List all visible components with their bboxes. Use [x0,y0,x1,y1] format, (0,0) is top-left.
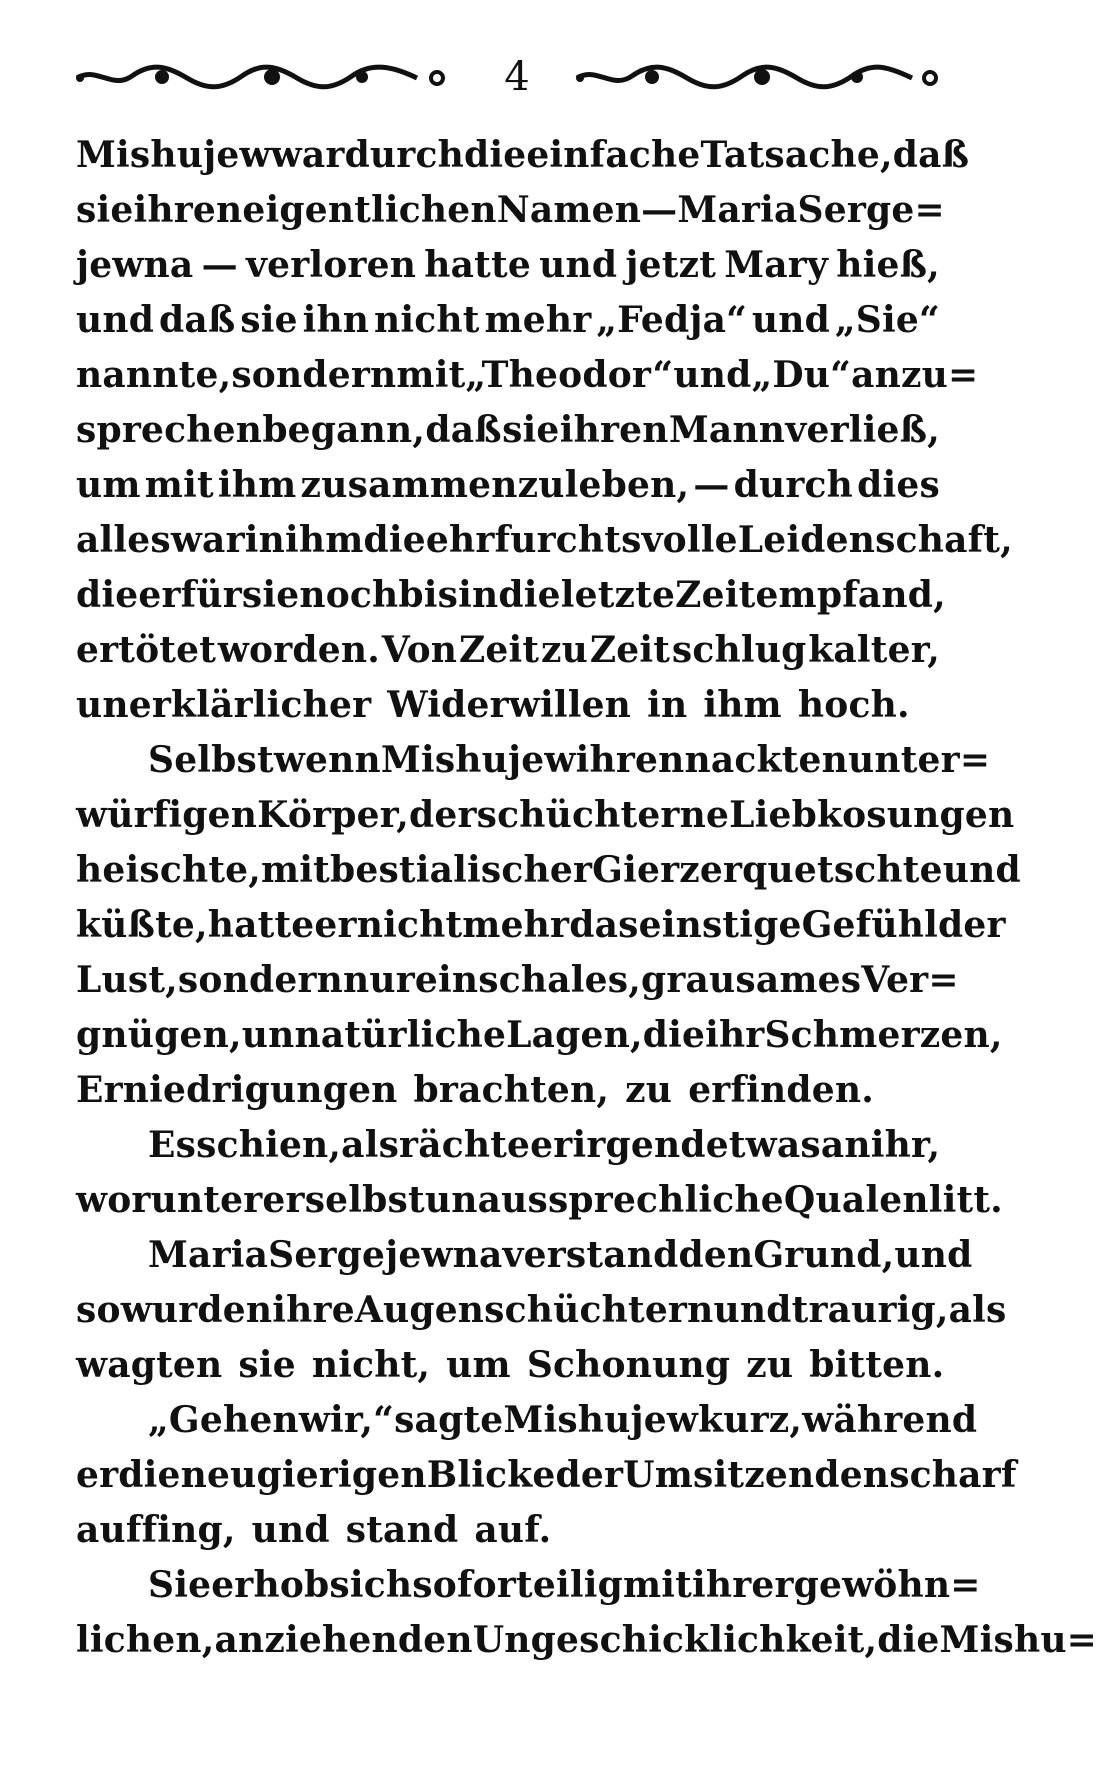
word: durch [733,464,854,506]
word: der [937,904,1006,946]
word: Körper, [257,794,409,836]
text-line [76,733,991,788]
word: sich [329,1564,413,1606]
word: grausames [640,959,862,1001]
word: anziehenden [214,1619,473,1661]
word: Augen [354,1289,485,1331]
word: ihre [272,1289,355,1331]
word: Schonung [526,1344,731,1386]
word: und [713,1289,792,1331]
word: „Fedja“ [596,299,748,341]
word: er [76,1454,119,1496]
word: an [820,1124,871,1166]
word: um [76,464,141,506]
word: Es [148,1124,197,1166]
word: worunter [76,1179,263,1221]
word: unaussprechliche [424,1179,784,1221]
word: mit [144,464,214,506]
word: zusammenzuleben, [300,464,690,506]
word: ein [414,959,479,1001]
text-line [76,1118,940,1173]
word: kurz, [698,1399,803,1441]
word: sagte [394,1399,504,1441]
word: mit [396,354,466,396]
text-line [76,788,1015,843]
word: einfache [526,134,701,176]
word: Lagen, [506,1014,643,1056]
word: — [201,244,238,286]
word: Mishujew [380,739,576,781]
word: Ungeschicklichkeit, [472,1619,878,1661]
word: die [463,134,527,176]
word: ihr [705,1014,765,1056]
text-line [76,403,940,458]
word: die [363,519,426,561]
word: dies [857,464,940,506]
word: Namen [496,189,642,231]
body-text [76,128,1097,1668]
word: Liebkosungen [729,794,1015,836]
word: begann, [262,409,426,451]
word: Erniedrigungen [76,1069,398,1111]
word: daß [158,299,236,341]
word: so [76,1289,121,1331]
ornament-left-icon [72,62,452,92]
word: — [693,464,730,506]
word: Mishu= [939,1619,1097,1661]
word: eigentlichen [242,189,497,231]
word: verstand [502,1234,679,1276]
word: sie [502,409,560,451]
word: die [498,574,561,616]
word: Tatsache, [700,134,893,176]
word: ihren [559,409,669,451]
word: der [409,794,477,836]
text-line [76,1063,940,1118]
word: brachten, [413,1069,610,1111]
word: sondern [231,354,397,396]
text-line [76,678,940,733]
word: Umsitzenden [623,1454,890,1496]
word: Widerwillen [387,684,632,726]
word: Gier [592,849,680,891]
text-line [76,293,940,348]
word: als [341,1124,400,1166]
word: und [251,1509,330,1551]
word: sie [241,574,300,616]
word: zerquetschte [679,849,943,891]
text-line [76,568,946,623]
word: noch [299,574,399,616]
word: jewna [76,244,194,286]
word: ihren [133,189,243,231]
word: anzu= [851,354,979,396]
word: würfigen [76,794,258,836]
word: Sergejewna [268,1234,503,1276]
word: in [647,684,688,726]
word: ihren [575,739,685,781]
word: sie [238,1344,296,1386]
word: „Du“ [751,354,852,396]
word: zu [541,629,589,671]
word: Ver= [861,959,959,1001]
text-line [76,1283,1007,1338]
word: Maria [148,1234,269,1276]
word: „Sie“ [834,299,940,341]
word: während [802,1399,978,1441]
word: Mann [668,409,786,451]
word: Sie [148,1564,212,1606]
text-line [76,1448,1017,1503]
word: ihr, [870,1124,941,1166]
word: daß [892,134,970,176]
word: sondern [177,959,343,1001]
text-line [76,1338,945,1393]
word: mit [260,849,330,891]
word: um [446,1344,511,1386]
word: hoch. [797,684,910,726]
word: „Theodor“ [465,354,674,396]
word: erfinden. [688,1069,874,1111]
word: Selbst [148,739,274,781]
word: schüchtern [484,1289,714,1331]
word: traurig, [791,1289,949,1331]
text-line [76,898,1006,953]
page-header [72,52,942,102]
word: einstige [638,904,802,946]
word: unter= [847,739,991,781]
word: nicht [356,904,463,946]
word: und [942,849,1021,891]
word: neugierigen [180,1454,427,1496]
word: war [270,134,345,176]
word: Maria [677,189,798,231]
word: gewöhn= [793,1564,981,1606]
word: Blicke [426,1454,556,1496]
word: in [458,574,499,616]
word: nannte, [76,354,232,396]
word: unnatürliche [241,1014,507,1056]
word: Zeit [458,629,540,671]
word: den [678,1234,754,1276]
word: litt. [928,1179,1003,1221]
word: ihn [302,299,370,341]
word: und [76,299,155,341]
word: auffing, [76,1509,236,1551]
word: alles [76,519,171,561]
word: schlug [671,629,807,671]
word: zu [746,1344,794,1386]
word: Zeit [589,629,671,671]
word: Zeit [675,574,756,616]
word: lichen, [76,1619,215,1661]
text-line [76,843,1021,898]
word: worden. [217,629,380,671]
word: die [642,1014,706,1056]
word: die [877,1619,940,1661]
word: schüchterne [476,794,730,836]
text-line [76,513,1013,568]
text-line [76,1228,973,1283]
word: er [138,574,181,616]
word: schales, [478,959,641,1001]
word: Mary [724,244,829,286]
word: Mishujew [76,134,271,176]
text-line [76,238,940,293]
word: eilig [532,1564,623,1606]
text-line [76,1173,1003,1228]
word: ehrfurchtsvolle [425,519,738,561]
word: Grund, [753,1234,895,1276]
word: der [555,1454,624,1496]
text-line [76,1503,940,1558]
text-line [76,1613,1097,1668]
word: das [569,904,639,946]
text-line [76,1393,978,1448]
word: auf. [474,1509,552,1551]
word: Schmerzen, [764,1014,1003,1056]
text-line [76,623,940,678]
word: rächte [399,1124,531,1166]
word: schien, [196,1124,342,1166]
word: durch [344,134,464,176]
word: nicht [374,299,480,341]
word: bestialischer [329,849,593,891]
word: unerklärlicher [76,684,372,726]
word: mehr [462,904,570,946]
word: etwas [705,1124,821,1166]
word: verloren [245,244,417,286]
word: und [751,299,831,341]
word: Mishujew [503,1399,699,1441]
word: er [530,1124,573,1166]
word: jetzt [625,244,717,286]
word: Qualen [783,1179,929,1221]
word: Serge= [797,189,945,231]
word: nicht, [311,1344,431,1386]
text-line [76,458,940,513]
word: ertötet [76,629,217,671]
word: und [894,1234,973,1276]
ornament-right-icon [572,62,942,92]
word: war [170,519,245,561]
word: kalter, [808,629,940,671]
word: hatte [424,244,531,286]
word: wagten [76,1344,223,1386]
word: Leidenschaft, [737,519,1013,561]
word: Gefühl [801,904,938,946]
word: wurden [120,1289,273,1331]
text-line [76,953,959,1008]
word: mehr [484,299,592,341]
word: zu [625,1069,673,1111]
word: „Gehen [148,1399,299,1441]
word: irgend [572,1124,706,1166]
text-line [76,128,970,183]
word: er [314,904,357,946]
word: und [673,354,752,396]
word: als [948,1289,1007,1331]
word: selbst [304,1179,425,1221]
word: letzte [560,574,676,616]
word: Lust, [76,959,178,1001]
word: hieß, [836,244,940,286]
text-line [76,1558,981,1613]
word: heischte, [76,849,261,891]
word: ihm [703,684,782,726]
word: nur [343,959,415,1001]
word: wir,“ [298,1399,395,1441]
word: und [539,244,618,286]
word: scharf [889,1454,1017,1496]
word: ihm [285,519,364,561]
word: empfand, [755,574,946,616]
word: nackten [684,739,848,781]
word: bitten. [809,1344,945,1386]
word: bis [398,574,459,616]
text-line [76,1008,1003,1063]
word: er [262,1179,305,1221]
text-line [76,348,979,403]
word: gnügen, [76,1014,242,1056]
word: ihm [217,464,297,506]
word: die [118,1454,181,1496]
word: erhob [211,1564,330,1606]
word: Von [381,629,458,671]
word: in [244,519,285,561]
word: sie [76,189,134,231]
word: ihrer [691,1564,794,1606]
word: sie [240,299,298,341]
word: — [641,189,678,231]
word: für [180,574,242,616]
page-number: 4 [504,54,530,100]
word: hatte [207,904,315,946]
word: daß [425,409,502,451]
word: sprechen [76,409,263,451]
word: verließ, [785,409,940,451]
word: wenn [273,739,381,781]
word: mit [622,1564,692,1606]
word: küßte, [76,904,208,946]
word: stand [345,1509,459,1551]
word: sofort [412,1564,533,1606]
word: die [76,574,139,616]
text-line [76,183,945,238]
